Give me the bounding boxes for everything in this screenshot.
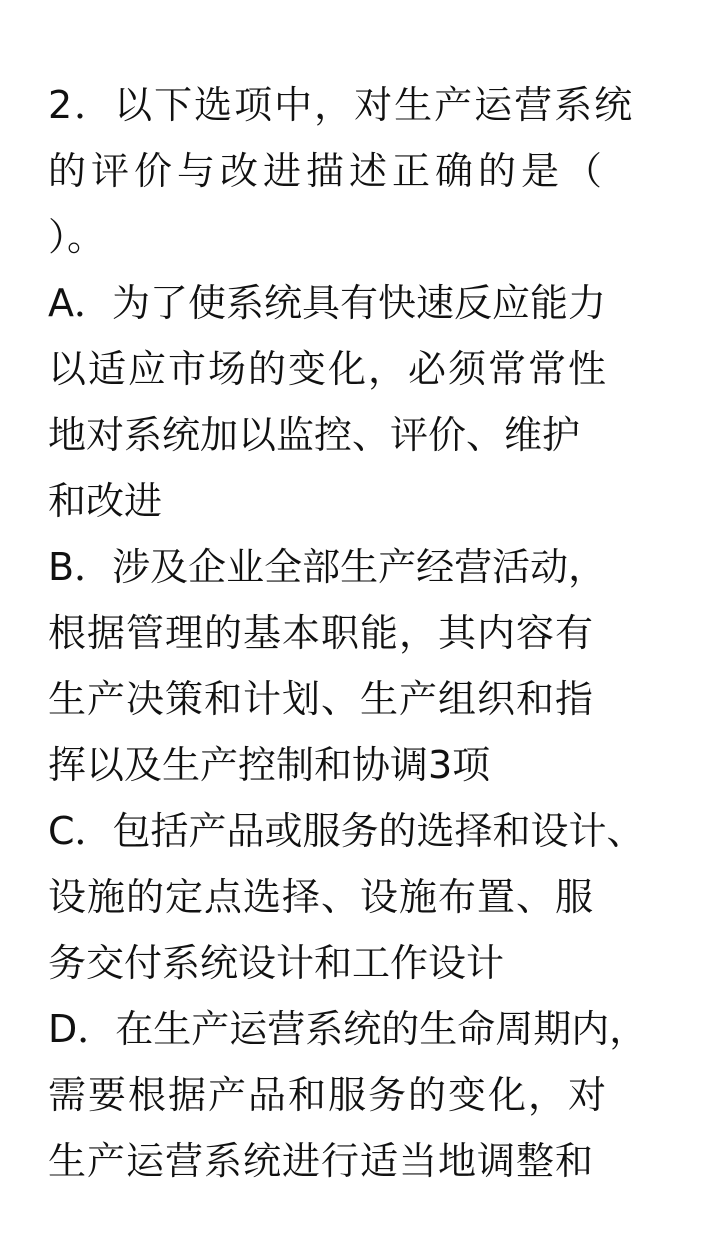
- option-d-line-3: 生产运营系统进行适当地调整和: [48, 1139, 595, 1183]
- option-b-line-2: 根据管理的基本职能，其内容有: [48, 611, 595, 655]
- option-d-line-1: D．在生产运营系统的生命周期内，: [48, 1007, 648, 1051]
- question-text-line-1: 2．以下选项中，对生产运营系统: [48, 83, 635, 127]
- option-c-line-1: C．包括产品或服务的选择和设计、: [48, 809, 645, 853]
- option-a-line-3: 地对系统加以监控、评价、维护: [48, 413, 581, 457]
- option-b-line-1: B．涉及企业全部生产经营活动，: [48, 545, 607, 589]
- option-d-line-2: 需要根据产品和服务的变化，对: [48, 1073, 609, 1117]
- question-text-line-2: 的评价与改进描述正确的是（: [48, 149, 608, 193]
- option-a-line-4: 和改进: [48, 479, 163, 523]
- option-b-line-3: 生产决策和计划、生产组织和指: [48, 677, 595, 721]
- option-b-line-4: 挥以及生产控制和协调3项: [48, 743, 491, 787]
- option-c-line-3: 务交付系统设计和工作设计: [48, 941, 505, 985]
- question-text-line-3: ）。: [48, 215, 106, 259]
- option-a-line-1: A．为了使系统具有快速反应能力: [48, 281, 606, 325]
- option-a-line-2: 以适应市场的变化，必须常常性: [48, 347, 609, 391]
- option-c-line-2: 设施的定点选择、设施布置、服: [48, 875, 595, 919]
